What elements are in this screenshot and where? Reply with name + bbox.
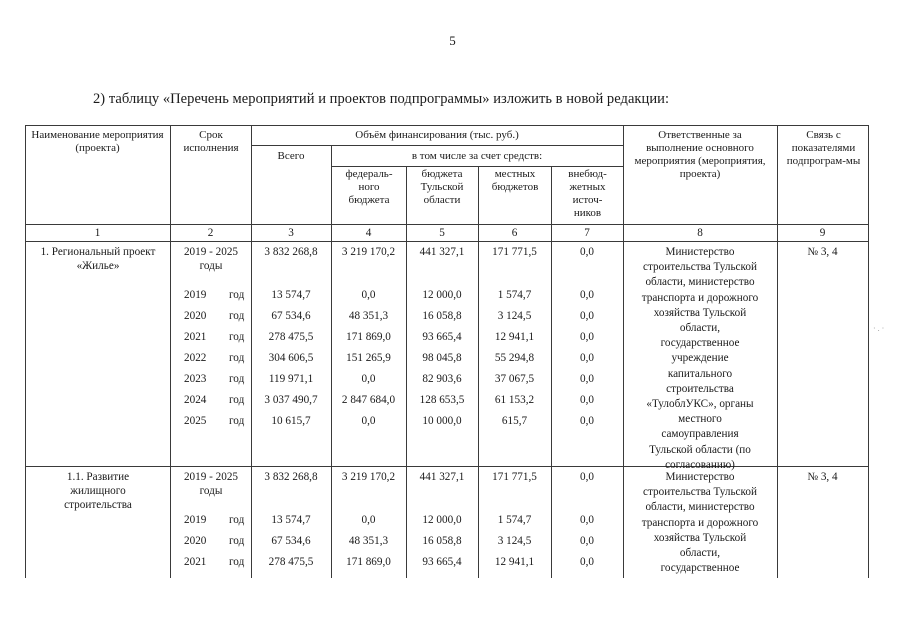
summary-value: 3 832 268,8	[264, 471, 318, 483]
header-responsible: Ответственные за выполнение основного мероприятия (мероприятия, проекта)	[634, 129, 766, 180]
table-row-divider	[251, 145, 623, 146]
year-word: год	[229, 535, 245, 547]
year-value: 119 971,1	[268, 373, 314, 385]
year-label: 2020	[184, 535, 207, 547]
summary-value: 3 219 170,2	[341, 246, 396, 258]
year-value: 0,0	[580, 535, 594, 547]
responsible-line: государственное	[660, 562, 740, 575]
year-value: 0,0	[580, 415, 594, 427]
year-value: 0,0	[580, 289, 594, 301]
summary-value: 441 327,1	[419, 246, 465, 258]
column-number: 3	[288, 227, 294, 239]
year-value: 0,0	[580, 556, 594, 568]
year-value: 12 941,1	[494, 556, 535, 568]
intro-text: 2) таблицу «Перечень мероприятий и проектов подпрограммы» изложить в новой редакции:	[93, 91, 670, 107]
year-value: 93 665,4	[422, 331, 462, 343]
header-term: Срок исполнения	[183, 129, 239, 154]
page-number: 5	[449, 33, 456, 48]
column-number: 8	[697, 227, 703, 239]
year-value: 93 665,4	[422, 556, 462, 568]
responsible-line: Министерство	[665, 471, 735, 483]
responsible-line: хозяйства Тульской	[653, 531, 747, 544]
header-extrabudget: внебюд-жетных источ-ников	[568, 168, 607, 219]
responsible-line: самоуправления	[661, 428, 739, 441]
year-value: 67 534,6	[271, 310, 311, 322]
responsible-line: строительства Тульской	[643, 486, 757, 499]
year-word: год	[229, 394, 245, 406]
header-name: Наименование мероприятия (проекта)	[31, 129, 164, 154]
table-row-divider	[331, 166, 623, 167]
responsible-line: учреждение	[671, 352, 729, 365]
year-word: год	[229, 331, 245, 343]
summary-value: 0,0	[580, 471, 594, 483]
responsible-line: «ТулоблУКС», органы	[646, 398, 754, 410]
year-value: 16 058,8	[422, 310, 462, 322]
year-value: 0,0	[361, 514, 376, 526]
table-border-left	[25, 125, 26, 578]
summary-value: 441 327,1	[419, 471, 465, 483]
table-col-divider	[777, 125, 778, 578]
year-word: год	[229, 415, 245, 427]
year-value: 171 869,0	[346, 331, 391, 343]
column-number: 5	[439, 227, 445, 239]
header-regional: бюджета Тульской области	[420, 168, 464, 206]
year-label: 2019	[184, 289, 207, 301]
responsible-line: области, министерство	[645, 501, 755, 514]
year-value: 1 574,7	[497, 514, 532, 526]
year-value: 278 475,5	[268, 331, 314, 343]
year-value: 0,0	[580, 373, 594, 385]
year-value: 304 606,5	[268, 352, 314, 364]
column-number: 1	[94, 227, 101, 239]
year-value: 61 153,2	[494, 394, 535, 406]
table-border-right	[868, 125, 869, 578]
summary-value: 3 832 268,8	[264, 246, 318, 258]
year-value: 0,0	[361, 289, 376, 301]
section-name: 1.1. Развитие жилищного строительства	[64, 471, 132, 511]
year-value: 12 941,1	[494, 331, 535, 343]
header-including: в том числе за счет средств:	[411, 150, 543, 162]
column-number: 9	[819, 227, 826, 239]
year-value: 171 869,0	[346, 556, 391, 568]
responsible-line: согласованию)	[665, 458, 735, 471]
table-row-divider	[25, 224, 869, 225]
year-value: 0,0	[580, 331, 594, 343]
year-value: 128 653,5	[419, 394, 465, 406]
year-value: 10 000,0	[422, 415, 462, 427]
responsible-line: Министерство	[665, 246, 735, 258]
year-value: 12 000,0	[422, 289, 462, 301]
year-label: 2022	[184, 352, 207, 364]
year-value: 3 124,5	[497, 535, 532, 547]
year-value: 67 534,6	[271, 535, 311, 547]
year-value: 55 294,8	[494, 352, 535, 364]
responsible-line: строительства	[666, 382, 734, 395]
column-number: 7	[584, 227, 590, 239]
year-label: 2019	[184, 514, 207, 526]
year-value: 0,0	[580, 514, 594, 526]
year-value: 0,0	[361, 373, 376, 385]
year-value: 12 000,0	[422, 514, 462, 526]
year-label: 2021	[184, 331, 207, 343]
section-period: 2019 - 2025 годы	[183, 471, 239, 497]
year-value: 13 574,7	[271, 289, 311, 301]
year-value: 1 574,7	[497, 289, 532, 301]
year-value: 48 351,3	[348, 310, 389, 322]
year-word: год	[229, 514, 245, 526]
year-value: 0,0	[580, 310, 594, 322]
year-word: год	[229, 310, 245, 322]
year-word: год	[229, 352, 245, 364]
margin-mark: ·.·	[873, 324, 887, 333]
year-value: 0,0	[361, 415, 376, 427]
section-period: 2019 - 2025 годы	[183, 246, 239, 272]
table-row-divider	[25, 241, 869, 242]
header-total: Всего	[277, 150, 305, 162]
year-value: 615,7	[501, 415, 528, 427]
year-value: 98 045,8	[422, 352, 462, 364]
table-border-top	[25, 125, 869, 126]
year-value: 151 265,9	[346, 352, 391, 364]
summary-value: 0,0	[580, 246, 594, 258]
year-value: 10 615,7	[271, 415, 311, 427]
section-indicators: № 3, 4	[807, 471, 838, 483]
year-value: 0,0	[580, 352, 594, 364]
year-label: 2025	[184, 415, 207, 427]
header-volume: Объём финансирования (тыс. руб.)	[355, 129, 519, 141]
responsible-line: транспорта и дорожного	[641, 516, 759, 529]
year-word: год	[229, 289, 245, 301]
year-value: 48 351,3	[348, 535, 389, 547]
summary-value: 3 219 170,2	[341, 471, 396, 483]
year-value: 0,0	[580, 394, 594, 406]
year-label: 2021	[184, 556, 207, 568]
responsible-line: области, министерство	[645, 276, 755, 289]
year-value: 13 574,7	[271, 514, 311, 526]
year-label: 2024	[184, 394, 207, 406]
summary-value: 171 771,5	[492, 246, 537, 258]
year-value: 278 475,5	[268, 556, 314, 568]
responsible-line: капитального	[667, 367, 733, 380]
column-number: 6	[511, 227, 518, 239]
year-value: 3 037 490,7	[264, 394, 318, 406]
year-word: год	[229, 373, 245, 385]
responsible-line: транспорта и дорожного	[641, 291, 759, 304]
section-name: 1. Региональный проект «Жилье»	[40, 246, 156, 272]
year-value: 2 847 684,0	[341, 394, 396, 406]
year-label: 2020	[184, 310, 207, 322]
responsible-line: государственное	[660, 337, 740, 350]
header-federal: федераль-ного бюджета	[345, 168, 393, 206]
year-value: 37 067,5	[494, 373, 535, 385]
year-value: 82 903,6	[422, 373, 462, 385]
year-label: 2023	[184, 373, 207, 385]
header-indicators: Связь с показателями подпрограм-мы	[786, 129, 861, 167]
responsible-line: строительства Тульской	[643, 261, 757, 274]
year-value: 3 124,5	[497, 310, 532, 322]
section-indicators: № 3, 4	[807, 246, 838, 258]
table-col-divider	[170, 125, 171, 578]
year-word: год	[229, 556, 245, 568]
summary-value: 171 771,5	[492, 471, 537, 483]
responsible-line: хозяйства Тульской	[653, 306, 747, 319]
column-number: 4	[365, 227, 372, 239]
responsible-line: местного	[678, 413, 722, 426]
header-local: местных бюджетов	[491, 168, 539, 193]
responsible-line: области,	[679, 322, 721, 334]
responsible-line: области,	[679, 547, 721, 559]
year-value: 16 058,8	[422, 535, 462, 547]
column-number: 2	[207, 227, 214, 239]
responsible-line: Тульской области (по	[649, 443, 751, 456]
